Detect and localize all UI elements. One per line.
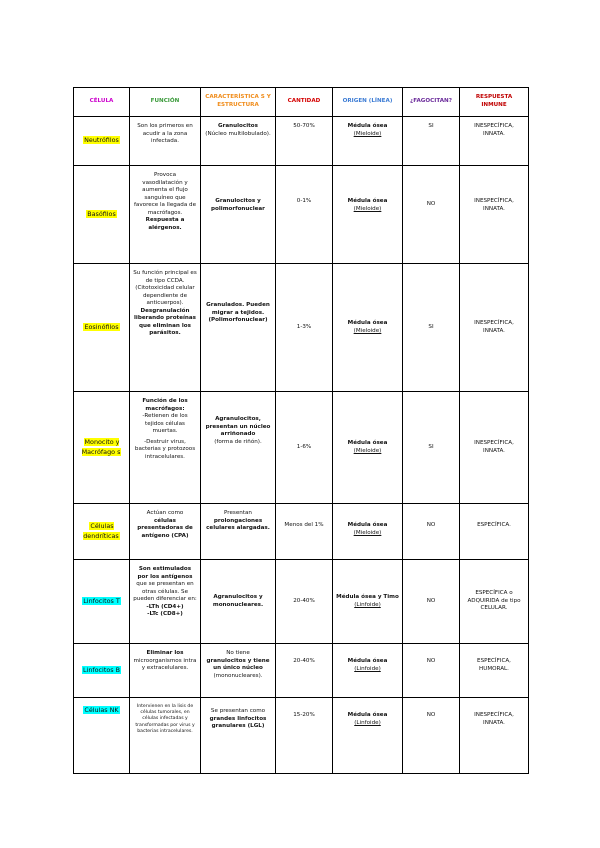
cell-function: Provoca vasodilatación y aumenta el flujo sanguíneo que favorece la llegada de macrófagos. Respuesta a alérgenos. xyxy=(130,166,201,264)
cell-name: Células dendríticas xyxy=(74,504,130,560)
cell-quantity: 15-20% xyxy=(276,698,333,774)
cell-response: INESPECÍFICA, INNATA. xyxy=(460,166,529,264)
cell-origin: Médula ósea (Mieloide) xyxy=(333,504,403,560)
cell-phagocytosis: NO xyxy=(403,504,460,560)
cell-response: ESPECÍFICA. xyxy=(460,504,529,560)
table-row xyxy=(74,560,529,644)
cell-name: Basófilos xyxy=(74,166,130,264)
header-row xyxy=(74,88,529,117)
header-funcion: FUNCIÓN xyxy=(130,88,201,117)
header-cantidad: CANTIDAD xyxy=(276,88,333,117)
cell-quantity: 20-40% xyxy=(276,560,333,644)
cell-quantity: 1-3% xyxy=(276,264,333,392)
cell-response: ESPECÍFICA o ADQUIRIDA de tipo CELULAR. xyxy=(460,560,529,644)
cell-origin: Médula ósea (Mieloide) xyxy=(333,264,403,392)
cell-quantity: 1-6% xyxy=(276,392,333,504)
cell-phagocytosis: NO xyxy=(403,166,460,264)
cell-origin: Médula ósea (Linfoide) xyxy=(333,698,403,774)
cell-response: ESPECÍFICA, HUMORAL. xyxy=(460,644,529,698)
cell-phagocytosis: SI xyxy=(403,392,460,504)
cell-quantity: 0-1% xyxy=(276,166,333,264)
table-row xyxy=(74,504,529,560)
cell-response: INESPECÍFICA, INNATA. xyxy=(460,117,529,166)
cell-characteristics: Granulocitos (Núcleo multilobulado). xyxy=(201,117,276,166)
cell-characteristics: Granulocitos y polimorfonuclear xyxy=(201,166,276,264)
cell-function: Son los primeros en acudir a la zona infectada. xyxy=(130,117,201,166)
cell-name: Linfocitos T xyxy=(74,560,130,644)
cell-name: Neutrófilos xyxy=(74,117,130,166)
cell-function: Actúan como células presentadoras de antígeno (CPA) xyxy=(130,504,201,560)
cell-function: Intervienen en la lisis de células tumorales, en células infectadas y transformadas por virus y bacterias intracelulares. xyxy=(130,698,201,774)
table-row xyxy=(74,117,529,166)
cell-characteristics: Agranulocitos y mononucleares. xyxy=(201,560,276,644)
cell-function: Función de los macrófagos: -Retienen de los tejidos células muertas. -Destruir virus, bacterias y protozoos intracelulares. xyxy=(130,392,201,504)
table-row xyxy=(74,392,529,504)
cell-phagocytosis: NO xyxy=(403,644,460,698)
cell-characteristics: Presentan prolongaciones celulares alargadas. xyxy=(201,504,276,560)
cell-origin: Médula ósea (Mieloide) xyxy=(333,392,403,504)
cell-response: INESPECÍFICA, INNATA. xyxy=(460,698,529,774)
cell-characteristics: Se presentan como grandes linfocitos granulares (LGL) xyxy=(201,698,276,774)
cell-function: Su función principal es de tipo CCDA. (Citotoxicidad celular dependiente de anticuerpos). Desgranulación liberando proteínas que eliminan los parásitos. xyxy=(130,264,201,392)
header-celula: CÉLULA xyxy=(74,88,130,117)
header-caracteristicas: CARACTERÍSTICA S Y ESTRUCTURA xyxy=(201,88,276,117)
table-row xyxy=(74,166,529,264)
header-respuesta: RESPUESTA INMUNE xyxy=(460,88,529,117)
cell-phagocytosis: SI xyxy=(403,264,460,392)
cell-name: Monocito y Macrófago s xyxy=(74,392,130,504)
cell-origin: Médula ósea (Mieloide) xyxy=(333,166,403,264)
cell-response: INESPECÍFICA, INNATA. xyxy=(460,264,529,392)
cell-name: Células NK xyxy=(74,698,130,774)
header-fagocitan: ¿FAGOCITAN? xyxy=(403,88,460,117)
cell-name: Eosinófilos xyxy=(74,264,130,392)
cell-origin: Médula ósea (Linfoide) xyxy=(333,644,403,698)
table-row xyxy=(74,264,529,392)
cell-characteristics: Granulados. Pueden migrar a tejidos. (Polimorfonuclear) xyxy=(201,264,276,392)
table-row xyxy=(74,644,529,698)
cell-characteristics: Agranulocitos, presentan un núcleo arriñonado (forma de riñón). xyxy=(201,392,276,504)
cell-characteristics: No tiene granulocitos y tiene un único núcleo (mononucleares). xyxy=(201,644,276,698)
immune-cells-table xyxy=(73,87,529,774)
cell-phagocytosis: NO xyxy=(403,698,460,774)
cell-function: Son estimulados por los antígenos que se presentan en otras células. Se pueden diferenciar en: -LTh (CD4+) -LTc (CD8+) xyxy=(130,560,201,644)
header-origen: ORIGEN (LÍNEA) xyxy=(333,88,403,117)
cell-phagocytosis: SI xyxy=(403,117,460,166)
cell-phagocytosis: NO xyxy=(403,560,460,644)
table-row xyxy=(74,698,529,774)
cell-quantity: 20-40% xyxy=(276,644,333,698)
cell-function: Eliminar los microorganismos intra y extracelulares. xyxy=(130,644,201,698)
cell-name: Linfocitos B xyxy=(74,644,130,698)
cell-quantity: 50-70% xyxy=(276,117,333,166)
cell-response: INESPECÍFICA, INNATA. xyxy=(460,392,529,504)
cell-origin: Médula ósea (Mieloide) xyxy=(333,117,403,166)
cell-origin: Médula ósea y Timo (Linfoide) xyxy=(333,560,403,644)
cell-quantity: Menos del 1% xyxy=(276,504,333,560)
